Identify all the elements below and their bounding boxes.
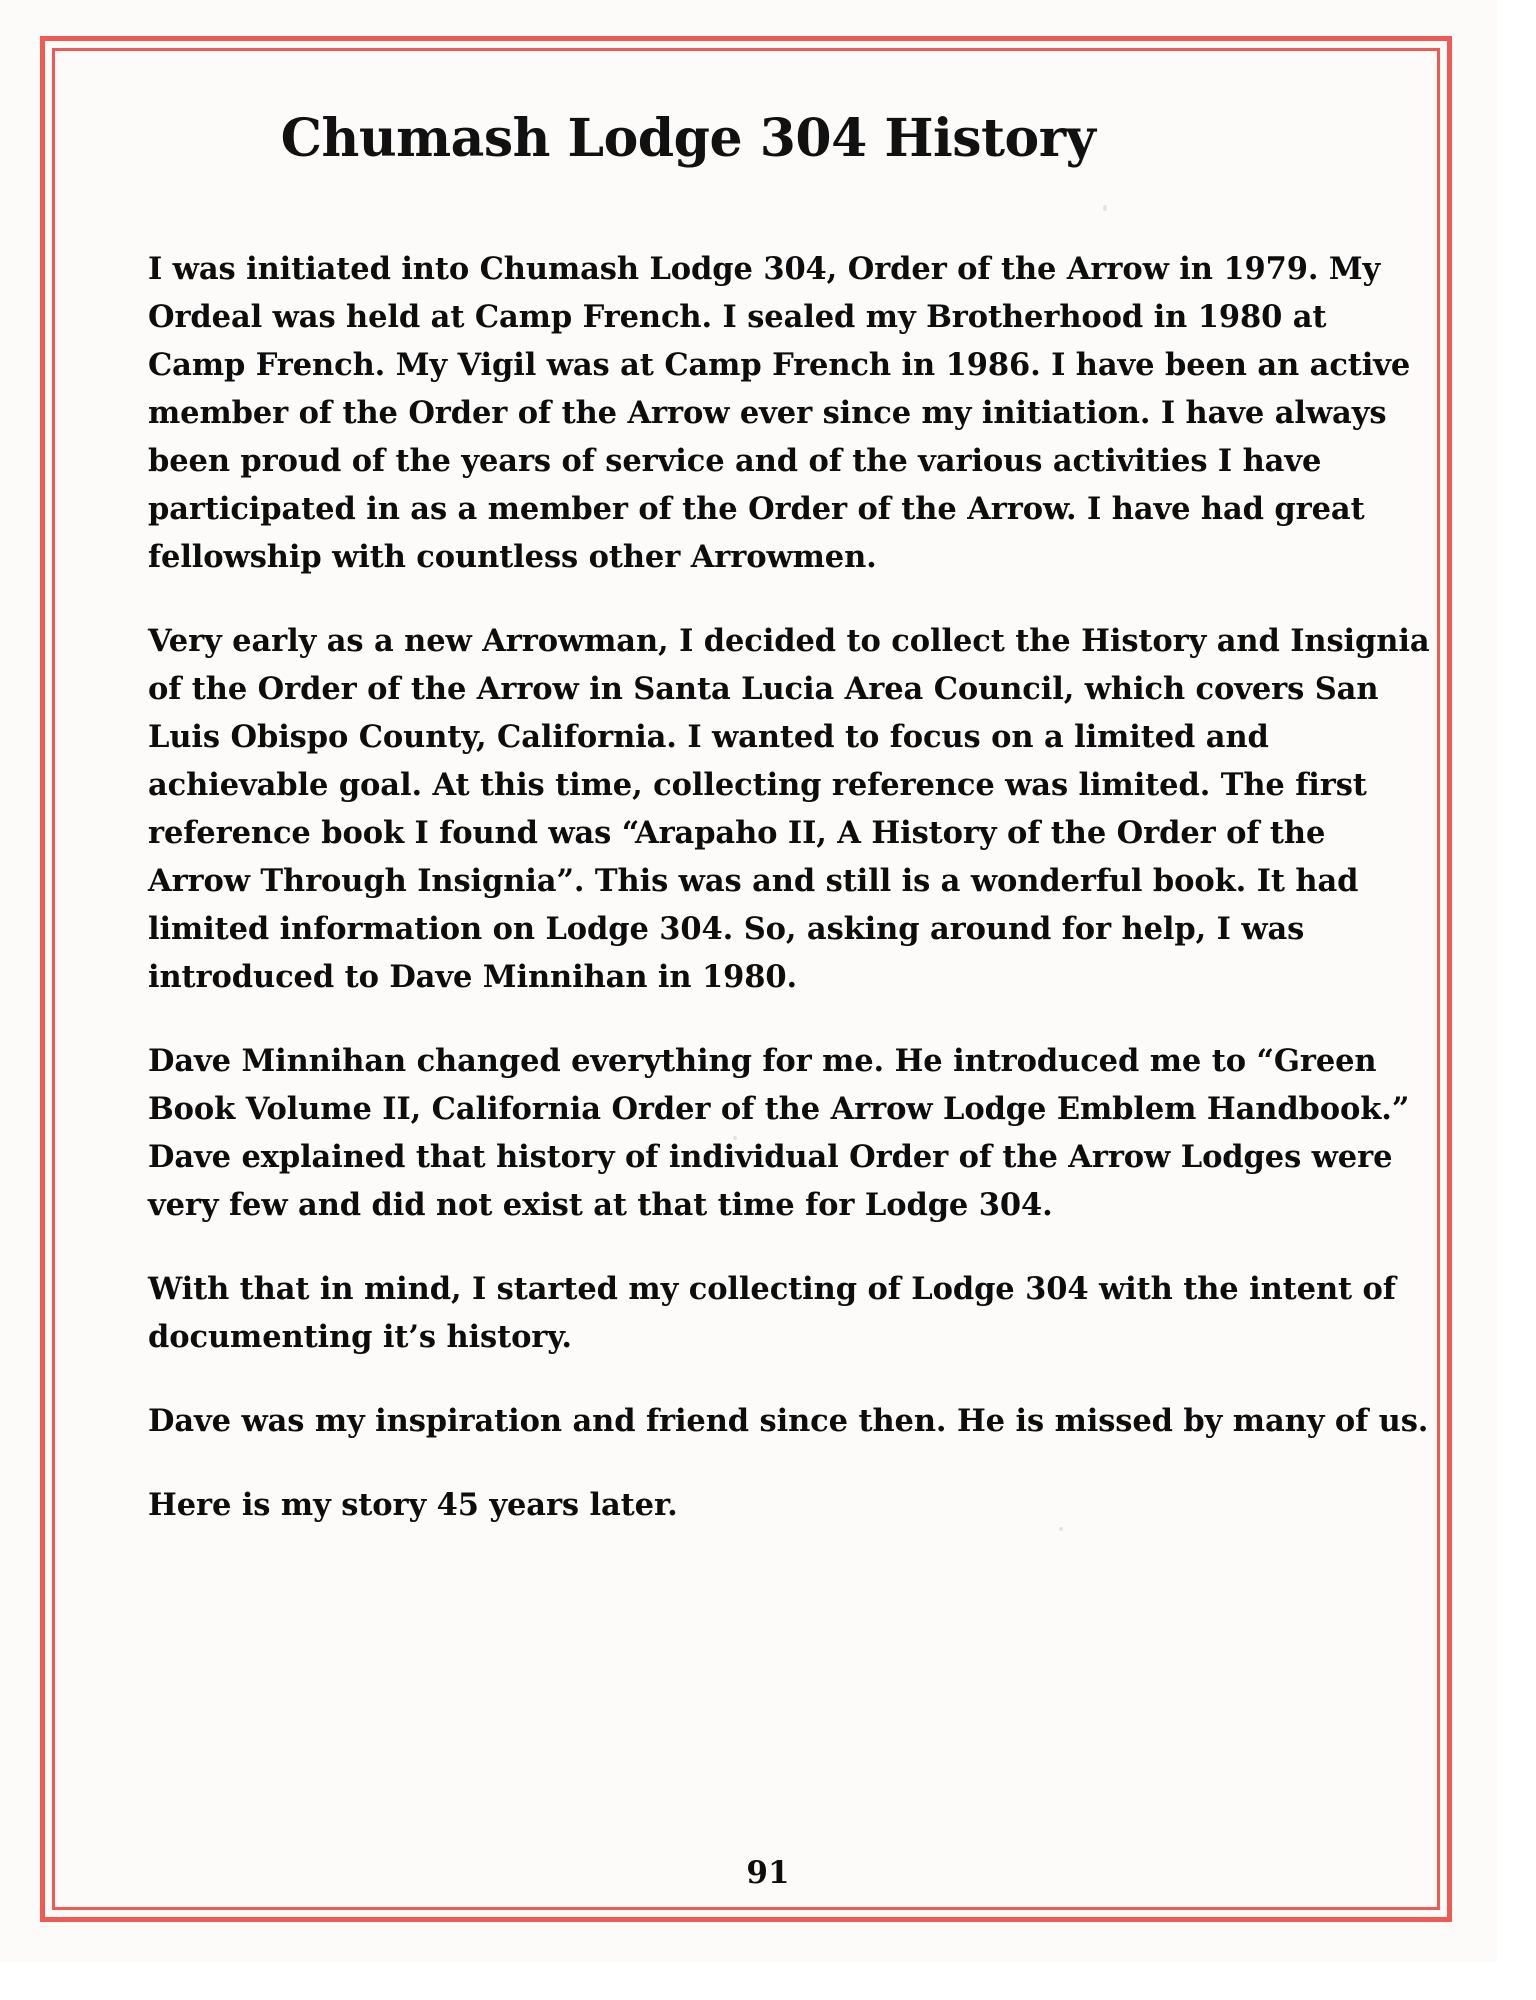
paragraph-4: With that in mind, I started my collecting of Lodge 304 with the intent of documenting it’s history. bbox=[148, 1271, 1396, 1355]
scan-edge-bottom bbox=[0, 1962, 1536, 2000]
paragraph-2: Very early as a new Arrowman, I decided to collect the History and Insignia of the Order of the Arrow in Santa Lucia Area Council, which covers San Luis Obispo County, California. I wanted to focus on a limited and achievable goal. At this time, collecting reference was limited. The first reference book I found was “Arapaho II, A History of the Order of the Arrow Through Insignia”. This was and still is a wonderful book. It had limited information on Lodge 304. So, asking around for help, I was introduced to Dave Minnihan in 1980. bbox=[148, 623, 1430, 995]
page-title: Chumash Lodge 304 History bbox=[280, 108, 1096, 169]
paragraph-3: Dave Minnihan changed everything for me. He introduced me to “Green Book Volume II, California Order of the Arrow Lodge Emblem Handbook.” Dave explained that history of individual Order of the Arrow Lodges were very few and did not exist at that time for Lodge 304. bbox=[148, 1043, 1410, 1223]
paragraph-5: Dave was my inspiration and friend since then. He is missed by many of us. bbox=[148, 1403, 1429, 1439]
page-number: 91 bbox=[746, 1855, 790, 1891]
paragraph-6: Here is my story 45 years later. bbox=[148, 1487, 678, 1523]
page-content bbox=[148, 108, 1453, 1565]
body-text bbox=[148, 245, 1433, 1529]
scan-edge-right bbox=[1497, 0, 1536, 2000]
paragraph-1: I was initiated into Chumash Lodge 304, Order of the Arrow in 1979. My Ordeal was held at Camp French. I sealed my Brotherhood in 1980 at Camp French. My Vigil was at Camp French in 1986. I have been an active member of the Order of the Arrow ever since my initiation. I have always been proud of the years of service and of the various activities I have participated in as a member of the Order of the Arrow. I have had great fellowship with countless other Arrowmen. bbox=[148, 251, 1411, 575]
